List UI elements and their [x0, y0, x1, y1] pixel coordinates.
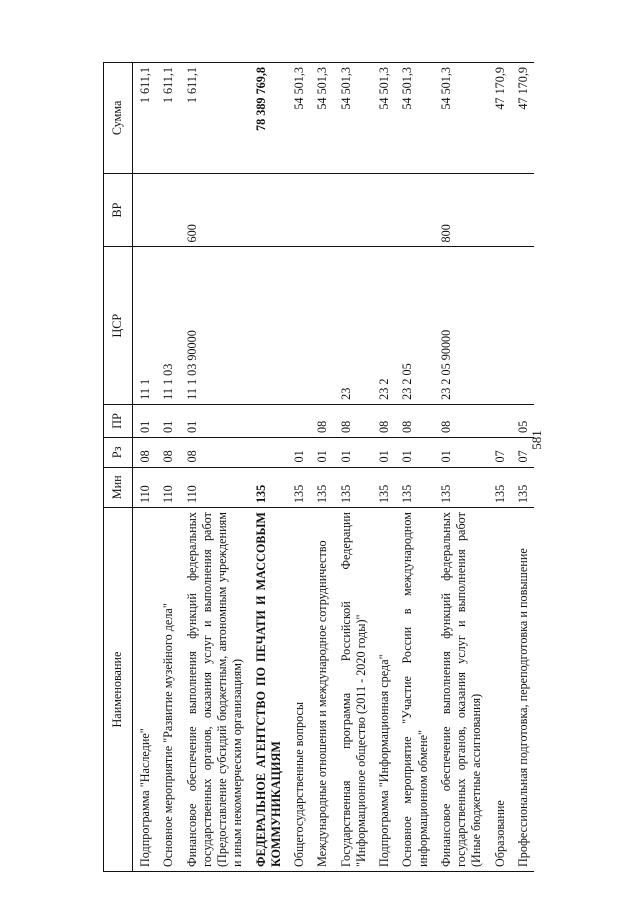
- cell-name: Общегосударственные вопросы: [287, 508, 310, 872]
- cell-rz: 08: [156, 438, 179, 468]
- header-pr: ПР: [104, 404, 133, 437]
- cell-pr: 01: [180, 404, 249, 437]
- cell-min: 135: [511, 467, 534, 508]
- cell-sum: 54 501,3: [310, 63, 333, 174]
- cell-name: Финансовое обеспечение выполнения функций федеральных государственных органов, оказания услуг и выполнения работ (Предоставление субсидий бюджетным, автономным учреждениям и иным некоммерческим организациям): [180, 508, 249, 872]
- cell-csr: 23 2: [372, 247, 395, 404]
- table-header-row: [104, 63, 133, 872]
- cell-pr: 08: [395, 404, 434, 437]
- table-row: [334, 63, 373, 872]
- cell-sum: 54 501,3: [372, 63, 395, 174]
- cell-pr: 05: [511, 404, 534, 437]
- table-row: [511, 63, 534, 872]
- cell-pr: 01: [156, 404, 179, 437]
- cell-sum: 1 611,1: [156, 63, 179, 174]
- rotated-page-content: [103, 62, 593, 872]
- table-row: [372, 63, 395, 872]
- cell-rz: 01: [310, 438, 333, 468]
- cell-vr: [488, 173, 511, 247]
- cell-vr: [287, 173, 310, 247]
- cell-rz: 01: [434, 438, 488, 468]
- cell-csr: [488, 247, 511, 404]
- table-row: [310, 63, 333, 872]
- cell-rz: 08: [180, 438, 249, 468]
- cell-pr: 08: [372, 404, 395, 437]
- cell-rz: 07: [488, 438, 511, 468]
- cell-sum: 1 611,1: [133, 63, 157, 174]
- cell-min: 135: [372, 467, 395, 508]
- cell-csr: 23: [334, 247, 373, 404]
- cell-sum: 47 170,9: [488, 63, 511, 174]
- cell-sum: 1 611,1: [180, 63, 249, 174]
- cell-pr: 08: [434, 404, 488, 437]
- cell-vr: [372, 173, 395, 247]
- cell-name: Международные отношения и международное сотрудничество: [310, 508, 333, 872]
- cell-csr: [310, 247, 333, 404]
- cell-rz: 01: [395, 438, 434, 468]
- cell-pr: [287, 404, 310, 437]
- cell-name: Основное мероприятие "Развитие музейного дела": [156, 508, 179, 872]
- cell-sum: 78 389 769,8: [249, 63, 288, 174]
- cell-rz: 01: [334, 438, 373, 468]
- cell-min: 135: [249, 467, 288, 508]
- cell-min: 135: [310, 467, 333, 508]
- cell-min: 135: [334, 467, 373, 508]
- cell-min: 110: [180, 467, 249, 508]
- page-number: 581: [529, 430, 544, 450]
- cell-vr: 600: [180, 173, 249, 247]
- cell-sum: 47 170,9: [511, 63, 534, 174]
- cell-vr: 800: [434, 173, 488, 247]
- cell-min: 135: [488, 467, 511, 508]
- table-row: [287, 63, 310, 872]
- header-min: Мин: [104, 467, 133, 508]
- cell-vr: [511, 173, 534, 247]
- header-vr: ВР: [104, 173, 133, 247]
- cell-name: Профессиональная подготовка, переподготовка и повышение: [511, 508, 534, 872]
- table-row: [434, 63, 488, 872]
- cell-rz: [249, 438, 288, 468]
- cell-sum: 54 501,3: [334, 63, 373, 174]
- table-row: [133, 63, 157, 872]
- cell-csr: 11 1: [133, 247, 157, 404]
- table-row: [156, 63, 179, 872]
- budget-table: [103, 62, 534, 872]
- cell-min: 110: [133, 467, 157, 508]
- cell-csr: [511, 247, 534, 404]
- cell-min: 135: [395, 467, 434, 508]
- header-csr: ЦСР: [104, 247, 133, 404]
- cell-pr: 08: [334, 404, 373, 437]
- cell-vr: [156, 173, 179, 247]
- cell-min: 135: [434, 467, 488, 508]
- cell-csr: 11 1 03: [156, 247, 179, 404]
- cell-vr: [334, 173, 373, 247]
- table-row: [180, 63, 249, 872]
- cell-rz: 01: [287, 438, 310, 468]
- cell-pr: 01: [133, 404, 157, 437]
- cell-csr: 23 2 05: [395, 247, 434, 404]
- cell-name: Подпрограмма "Информационная среда": [372, 508, 395, 872]
- cell-vr: [249, 173, 288, 247]
- cell-vr: [310, 173, 333, 247]
- cell-name: Государственная программа Российской Федерации "Информационное общество (2011 - 2020 годы)": [334, 508, 373, 872]
- cell-csr: 23 2 05 90000: [434, 247, 488, 404]
- cell-name: Финансовое обеспечение выполнения функций федеральных государственных органов, оказания услуг и выполнения работ (Иные бюджетные ассигнования): [434, 508, 488, 872]
- cell-pr: 08: [310, 404, 333, 437]
- cell-vr: [133, 173, 157, 247]
- header-rz: Рз: [104, 438, 133, 468]
- table-row: [249, 63, 288, 872]
- cell-sum: 54 501,3: [395, 63, 434, 174]
- cell-name: Основное мероприятие "Участие России в международном информационном обмене": [395, 508, 434, 872]
- cell-pr: [249, 404, 288, 437]
- header-name: Наименование: [104, 508, 133, 872]
- cell-min: 110: [156, 467, 179, 508]
- cell-pr: [488, 404, 511, 437]
- cell-rz: 08: [133, 438, 157, 468]
- cell-name: Образование: [488, 508, 511, 872]
- cell-rz: 01: [372, 438, 395, 468]
- cell-csr: [287, 247, 310, 404]
- cell-name: ФЕДЕРАЛЬНОЕ АГЕНТСТВО ПО ПЕЧАТИ И МАССОВЫМ КОММУНИКАЦИЯМ: [249, 508, 288, 872]
- cell-rz: 07: [511, 438, 534, 468]
- cell-sum: 54 501,3: [434, 63, 488, 174]
- cell-vr: [395, 173, 434, 247]
- cell-sum: 54 501,3: [287, 63, 310, 174]
- header-sum: Сумма: [104, 63, 133, 174]
- cell-csr: [249, 247, 288, 404]
- table-row: [488, 63, 511, 872]
- table-row: [395, 63, 434, 872]
- cell-csr: 11 1 03 90000: [180, 247, 249, 404]
- cell-name: Подпрограмма "Наследие": [133, 508, 157, 872]
- cell-min: 135: [287, 467, 310, 508]
